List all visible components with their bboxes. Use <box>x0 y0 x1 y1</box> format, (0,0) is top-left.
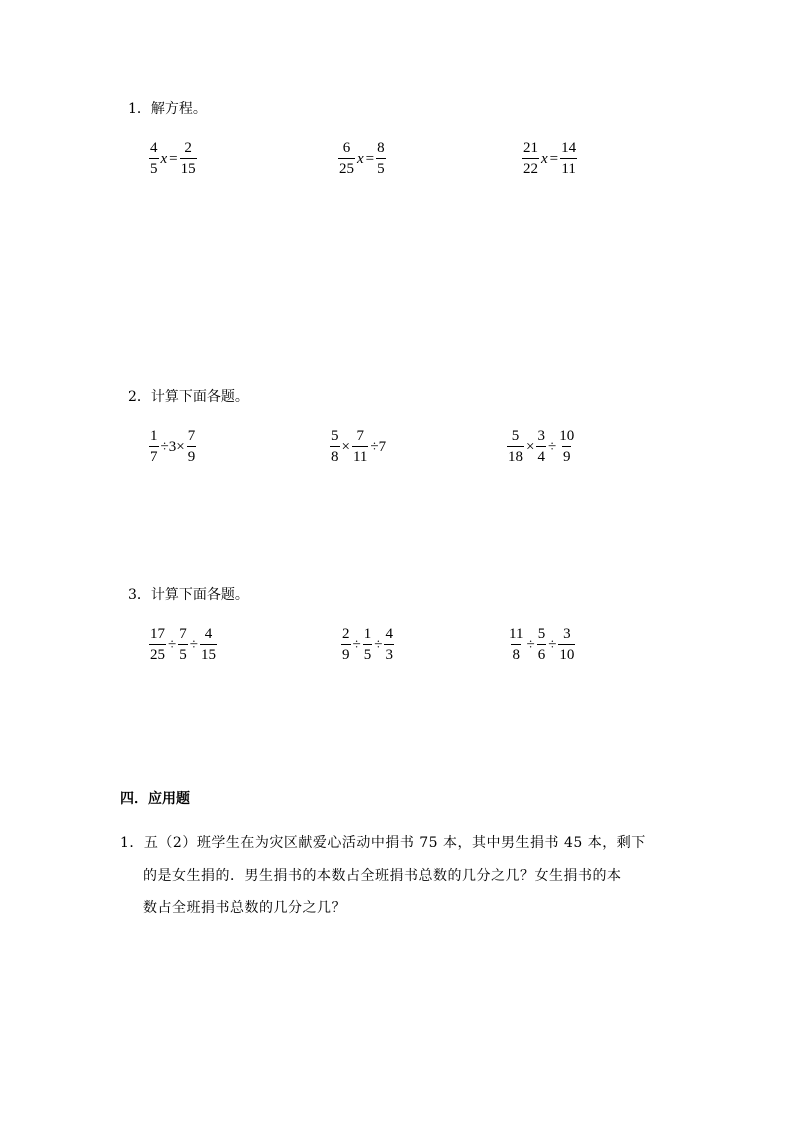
operator: × <box>526 438 535 455</box>
q2-expression-2 <box>329 429 387 465</box>
operator: ÷ <box>352 636 361 653</box>
fraction: $\frac{3}{10}$ <box>559 626 575 663</box>
equals-sign: = <box>169 150 178 167</box>
fraction: $\frac{7}{5}$ <box>179 626 187 663</box>
fraction: $\frac{8}{5}$ <box>377 140 385 177</box>
fraction: $\frac{4}{15}$ <box>200 626 216 663</box>
operator: ÷ <box>189 636 198 653</box>
fraction: $\frac{4}{3}$ <box>385 626 393 663</box>
operator: ÷7 <box>370 438 387 455</box>
fraction: $\frac{5}{6}$ <box>537 626 546 663</box>
problem-line-2: 的是女生捐的．男生捐书的本数占全班捐书总数的几分之几？女生捐书的本 <box>143 868 622 884</box>
fraction: $\frac{6}{25}$ <box>339 140 354 177</box>
q3-expression-3 <box>507 627 576 663</box>
operator: ÷ <box>526 636 535 653</box>
q2-expression-3 <box>506 429 576 465</box>
fraction: $\frac{14}{11}$ <box>561 140 577 177</box>
fraction: $\frac{4}{5}$ <box>150 140 158 177</box>
fraction: $\frac{11}{8}$ <box>509 626 524 663</box>
fraction: $\frac{1}{5}$ <box>363 626 372 663</box>
q1-equation-3 <box>521 141 578 177</box>
variable: x <box>357 150 364 167</box>
operator: ÷3× <box>160 438 185 455</box>
fraction: $\frac{7}{11}$ <box>352 428 368 465</box>
equals-sign: = <box>365 150 375 167</box>
fraction: $\frac{17}{25}$ <box>150 626 165 663</box>
q1-heading: 1．解方程。 <box>128 101 207 117</box>
fraction: $\frac{21}{22}$ <box>523 140 538 177</box>
q2-heading: 2．计算下面各题。 <box>128 389 249 405</box>
q1-equation-2 <box>337 141 387 177</box>
operator: × <box>341 438 350 455</box>
operator: ÷ <box>168 636 177 653</box>
problem-line-3: 数占全班捐书总数的几分之几？ <box>143 900 346 916</box>
operator: ÷ <box>547 438 557 455</box>
fraction: $\frac{2}{15}$ <box>180 140 196 177</box>
fraction: $\frac{3}{4}$ <box>537 428 545 465</box>
operator: ÷ <box>548 636 557 653</box>
variable: x <box>541 150 548 167</box>
q3-heading: 3．计算下面各题。 <box>128 587 249 603</box>
q2-expression-1 <box>148 429 197 465</box>
fraction: $\frac{10}{9}$ <box>559 428 575 465</box>
equals-sign: = <box>549 150 559 167</box>
fraction: $\frac{1}{7}$ <box>150 428 158 465</box>
variable: x <box>160 150 168 167</box>
problem-line-1: 1．五（2）班学生在为灾区献爱心活动中捐书 75 本，其中男生捐书 45 本，剩下 <box>120 835 646 851</box>
fraction: $\frac{7}{9}$ <box>187 428 196 465</box>
fraction: $\frac{5}{8}$ <box>331 428 339 465</box>
section-title: 四．应用题 <box>120 791 190 807</box>
fraction: $\frac{2}{9}$ <box>342 626 350 663</box>
q1-equation-1 <box>148 141 198 177</box>
operator: ÷ <box>374 636 383 653</box>
q3-expression-2 <box>340 627 395 663</box>
q3-expression-1 <box>148 627 218 663</box>
fraction: $\frac{5}{18}$ <box>508 428 523 465</box>
